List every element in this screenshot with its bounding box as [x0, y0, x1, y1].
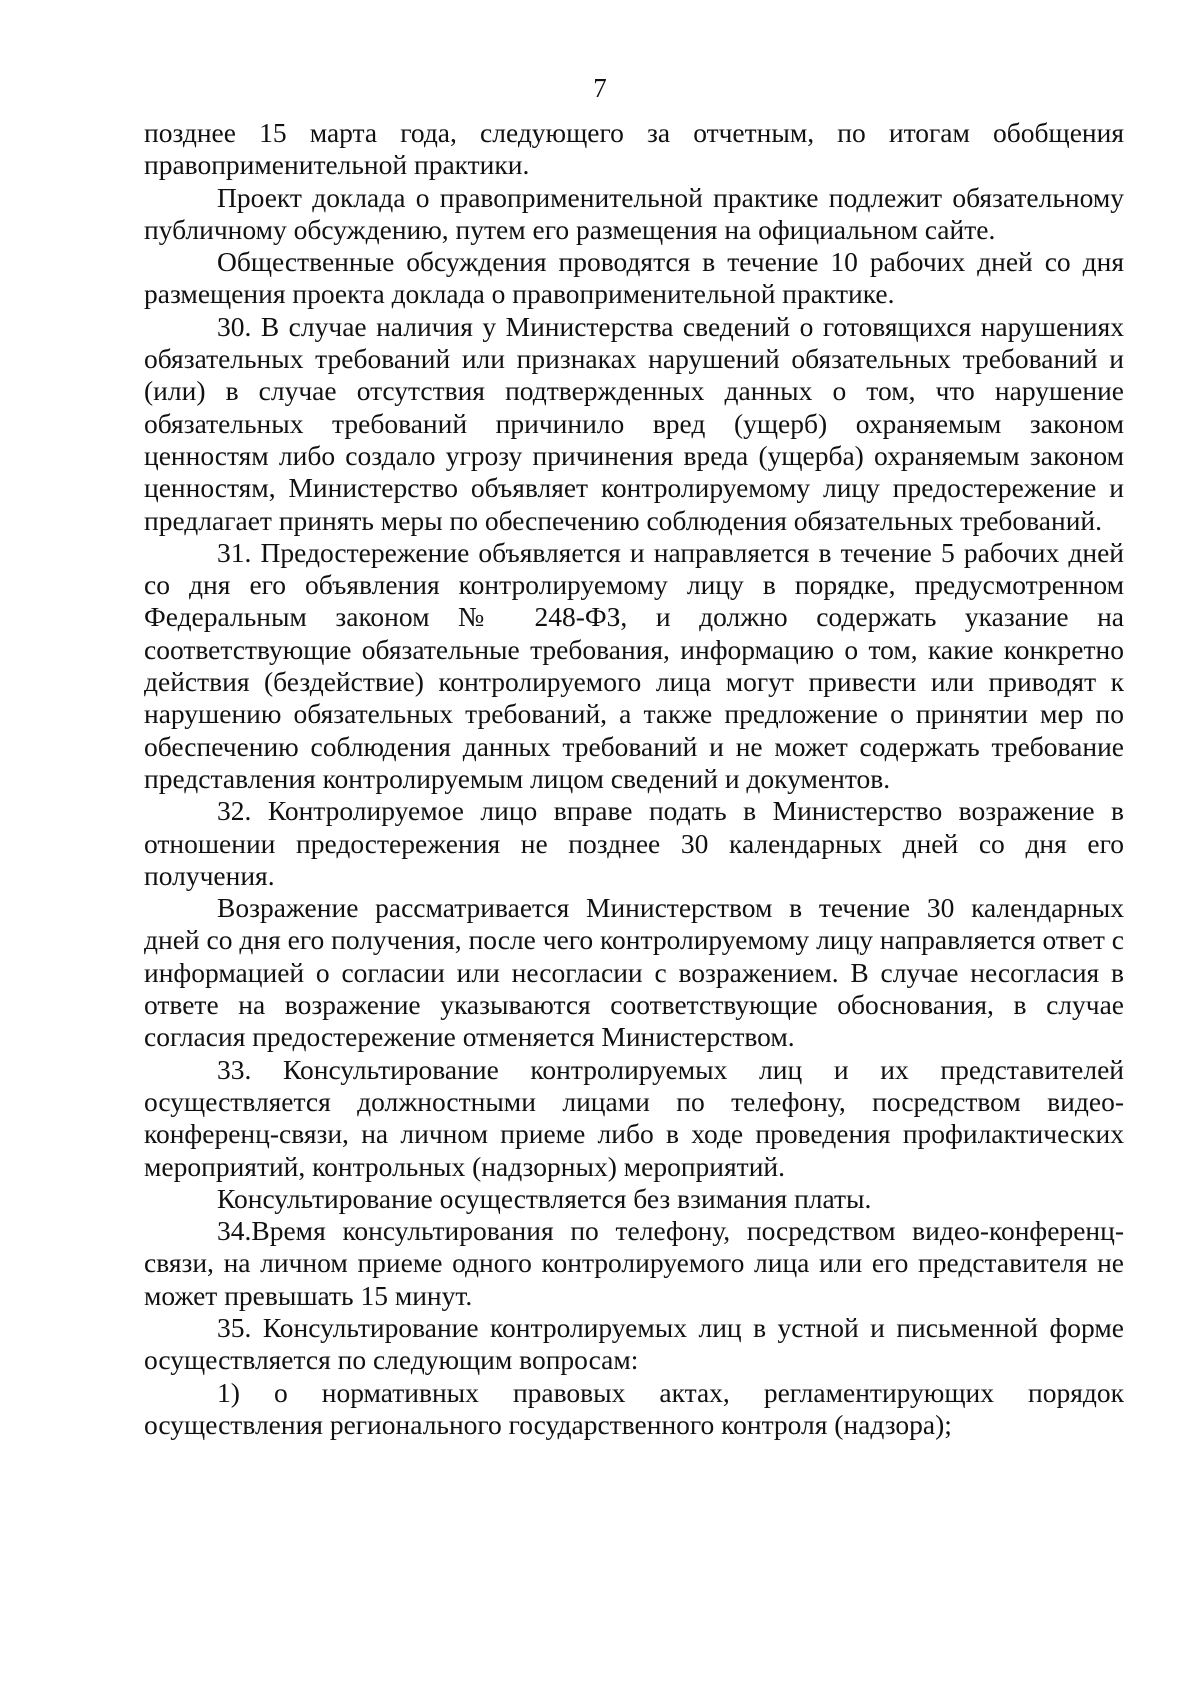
paragraph-objection-review: Возражение рассматривается Министерством в течение 30 календарных дней со дня его получения, после чего контролируемому лицу направляется ответ с информацией о согласии или несогласии с возражением. В случае несогласия в ответе на возражение указываются соответствующие обоснования, в случае согласия предостережение отменяется Министерством. — [144, 892, 1124, 1053]
paragraph-item-31: 31. Предостережение объявляется и направляется в течение 5 рабочих дней со дня его объявления контролируемому лицу в порядке, предусмотренном Федеральным законом № 248-ФЗ, и должно содержать указание на соответствующие обязательные требования, информацию о том, какие конкретно действия (бездействие) контролируемого лица могут привести или приводят к нарушению обязательных требований, а также предложение о принятии мер по обеспечению соблюдения данных требований и не может содержать требование представления контролируемым лицом сведений и документов. — [144, 536, 1124, 794]
paragraph-item-30: 30. В случае наличия у Министерства сведений о готовящихся нарушениях обязательных требований или признаках нарушений обязательных требований и (или) в случае отсутствия подтвержденных данных о том, что нарушение обязательных требований причинило вред (ущерб) охраняемым законом ценностям либо создало угрозу причинения вреда (ущерба) охраняемым законом ценностям, Министерство объявляет контролируемому лицу предостережение и предлагает принять меры по обеспечению соблюдения обязательных требований. — [144, 310, 1124, 536]
paragraph-subitem-1: 1) о нормативных правовых актах, регламентирующих порядок осуществления регионального государственного контроля (надзора); — [144, 1376, 1124, 1440]
paragraph-public-discussion: Общественные обсуждения проводятся в течение 10 рабочих дней со дня размещения проекта доклада о правоприменительной практике. — [144, 246, 1124, 310]
paragraph-free-consultation: Консультирование осуществляется без взимания платы. — [217, 1182, 872, 1214]
page-number: 7 — [593, 73, 607, 103]
paragraph-item-33: 33. Консультирование контролируемых лиц и их представителей осуществляется должностными лицами по телефону, посредством видео-конференц-связи, на личном приеме либо в ходе проведения профилактических мероприятий, контрольных (надзорных) мероприятий. — [144, 1053, 1124, 1182]
paragraph-item-35: 35. Консультирование контролируемых лиц в устной и письменной форме осуществляется по следующим вопросам: — [144, 1311, 1124, 1376]
paragraph-report-draft: Проект доклада о правоприменительной практике подлежит обязательному публичному обсуждению, путем его размещения на официальном сайте. — [144, 181, 1124, 245]
paragraph-item-32: 32. Контролируемое лицо вправе подать в Министерство возражение в отношении предостережения не позднее 30 календарных дней со дня его получения. — [144, 795, 1124, 891]
document-body — [144, 117, 1124, 1441]
paragraph-continuation: позднее 15 марта года, следующего за отчетным, по итогам обобщения правоприменительной практики. — [144, 117, 1124, 181]
paragraph-item-34: 34.Время консультирования по телефону, посредством видео-конференц-связи, на личном приеме одного контролируемого лица или его представителя не может превышать 15 минут. — [144, 1215, 1124, 1311]
